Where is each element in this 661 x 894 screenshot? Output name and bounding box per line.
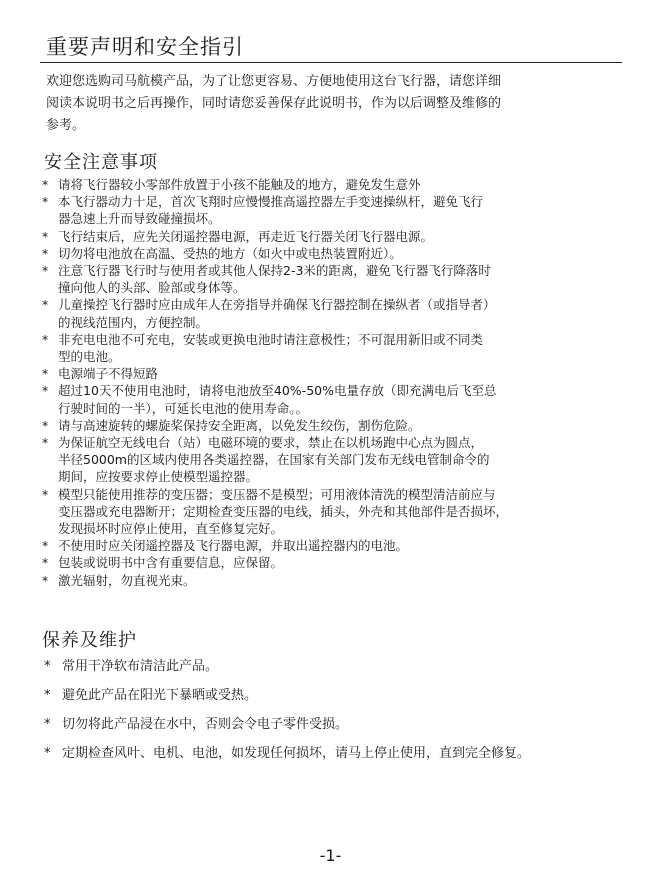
- safety-item-line: 注意飞行器飞行时与使用者或其他人保持2-3米的距离，避免飞行器飞行降落时: [58, 263, 491, 279]
- page-number: -1-: [319, 846, 342, 865]
- safety-item: [42, 365, 622, 382]
- safety-item-line: 的视线范围内，方便控制。: [58, 314, 209, 330]
- safety-item-line: 器急速上升而导致碰撞损坏。: [58, 211, 221, 227]
- intro-paragraph: [46, 71, 616, 137]
- safety-item: [42, 176, 622, 193]
- safety-item-line: 型的电池。: [58, 349, 121, 365]
- safety-item-line: 激光辐射，勿直视光束。: [58, 572, 196, 588]
- safety-item-line: 飞行结束后，应先关闭遥控器电源，再走近飞行器关闭飞行器电源。: [58, 228, 434, 244]
- safety-item-line: 电源端子不得短路: [58, 366, 159, 382]
- safety-item: [42, 382, 622, 416]
- safety-item: [42, 417, 622, 434]
- page-title: 重要声明和安全指引: [46, 35, 244, 59]
- safety-item-line: 为保证航空无线电台（站）电磁环境的要求，禁止在以机场跑中心点为圆点，: [58, 435, 484, 451]
- safety-item-line: 半径5000m的区域内使用各类遥控器，在国家有关部门发布无线电管制命令的: [58, 452, 490, 468]
- care-list: [44, 657, 634, 773]
- safety-item: [42, 228, 622, 245]
- bullet-asterisk: *: [42, 486, 49, 502]
- safety-item: [42, 262, 622, 296]
- care-item: [44, 715, 634, 735]
- safety-list: [42, 176, 622, 589]
- bullet-asterisk: *: [44, 659, 51, 674]
- safety-item-line: 请将飞行器较小零部件放置于小孩不能触及的地方，避免发生意外: [58, 177, 421, 192]
- safety-item: [42, 434, 622, 486]
- bullet-asterisk: *: [42, 538, 49, 554]
- safety-item: [42, 193, 622, 227]
- safety-item: [42, 296, 622, 330]
- care-item-text: 常用干净软布清洁此产品。: [62, 659, 219, 674]
- bullet-asterisk: *: [42, 263, 49, 279]
- intro-line: 参考。: [46, 118, 86, 133]
- safety-item-line: 儿童操控飞行器时应由成年人在旁指导并确保飞行器控制在操纵者（或指导者）: [58, 297, 496, 313]
- safety-item-line: 发现损坏时应停止使用，直至修复完好。: [58, 521, 284, 537]
- safety-item: [42, 554, 622, 571]
- care-item-text: 定期检查风叶、电机、电池，如发现任何损坏，请马上停止使用，直到完全修复。: [62, 746, 531, 761]
- bullet-asterisk: *: [44, 688, 51, 703]
- safety-item: [42, 486, 622, 538]
- safety-item-line: 不使用时应关闭遥控器及飞行器电源，并取出遥控器内的电池。: [58, 538, 409, 554]
- intro-line: 阅读本说明书之后再操作，同时请您妥善保存此说明书，作为以后调整及维修的: [46, 96, 502, 111]
- bullet-asterisk: *: [42, 435, 49, 451]
- safety-item-line: 模型只能使用推荐的变压器；变压器不是模型；可用液体清洗的模型清洁前应与: [58, 486, 496, 502]
- bullet-asterisk: *: [42, 331, 49, 347]
- bullet-asterisk: *: [42, 366, 49, 382]
- safety-item-line: 本飞行器动力十足，首次飞翔时应慢慢推高遥控器左手变速操纵杆，避免飞行: [58, 194, 484, 210]
- safety-item-line: 变压器或充电器断开；定期检查变压器的电线，插头，外壳和其他部件是否损坏，: [58, 503, 509, 519]
- bullet-asterisk: *: [42, 297, 49, 313]
- safety-item-line: 撞向他人的头部、脸部或身体等。: [58, 280, 246, 296]
- bullet-asterisk: *: [42, 177, 49, 192]
- bullet-asterisk: *: [44, 746, 51, 761]
- safety-item-line: 包装或说明书中含有重要信息，应保留。: [58, 555, 284, 571]
- care-item-text: 切勿将此产品浸在水中，否则会令电子零件受损。: [62, 717, 349, 732]
- safety-item-line: 超过10天不使用电池时，请将电池放至40%-50%电量存放（即充满电后飞至总: [58, 383, 497, 399]
- care-item: [44, 744, 634, 764]
- bullet-asterisk: *: [42, 572, 49, 588]
- safety-item: [42, 331, 622, 365]
- care-item: [44, 657, 634, 677]
- safety-item: [42, 537, 622, 554]
- bullet-asterisk: *: [42, 194, 49, 210]
- care-section-title: 保养及维护: [42, 630, 137, 651]
- safety-section-title: 安全注意事项: [44, 152, 158, 173]
- safety-item-line: 期间，应按要求停止使模型遥控器。: [58, 469, 259, 485]
- bullet-asterisk: *: [42, 228, 49, 244]
- safety-item-line: 行驶时间的一半），可延长电池的使用寿命。。: [58, 400, 309, 416]
- safety-item-line: 请与高速旋转的螺旋桨保持安全距离，以免发生绞伤，割伤危险。: [58, 417, 421, 433]
- safety-item-line: 切勿将电池放在高温、受热的地方（如火中或电热装置附近）。: [58, 245, 402, 261]
- title-divider: [40, 62, 622, 63]
- bullet-asterisk: *: [42, 245, 49, 261]
- bullet-asterisk: *: [42, 383, 49, 399]
- bullet-asterisk: *: [44, 717, 51, 732]
- intro-line: 欢迎您选购司马航模产品，为了让您更容易、方便地使用这台飞行器，请您详细: [46, 74, 502, 89]
- bullet-asterisk: *: [42, 555, 49, 571]
- care-item-text: 避免此产品在阳光下暴晒或受热。: [62, 688, 258, 703]
- safety-item-line: 非充电电池不可充电，安装或更换电池时请注意极性；不可混用新旧或不同类: [58, 331, 484, 347]
- safety-item: [42, 572, 622, 589]
- bullet-asterisk: *: [42, 417, 49, 433]
- care-item: [44, 686, 634, 706]
- safety-item: [42, 245, 622, 262]
